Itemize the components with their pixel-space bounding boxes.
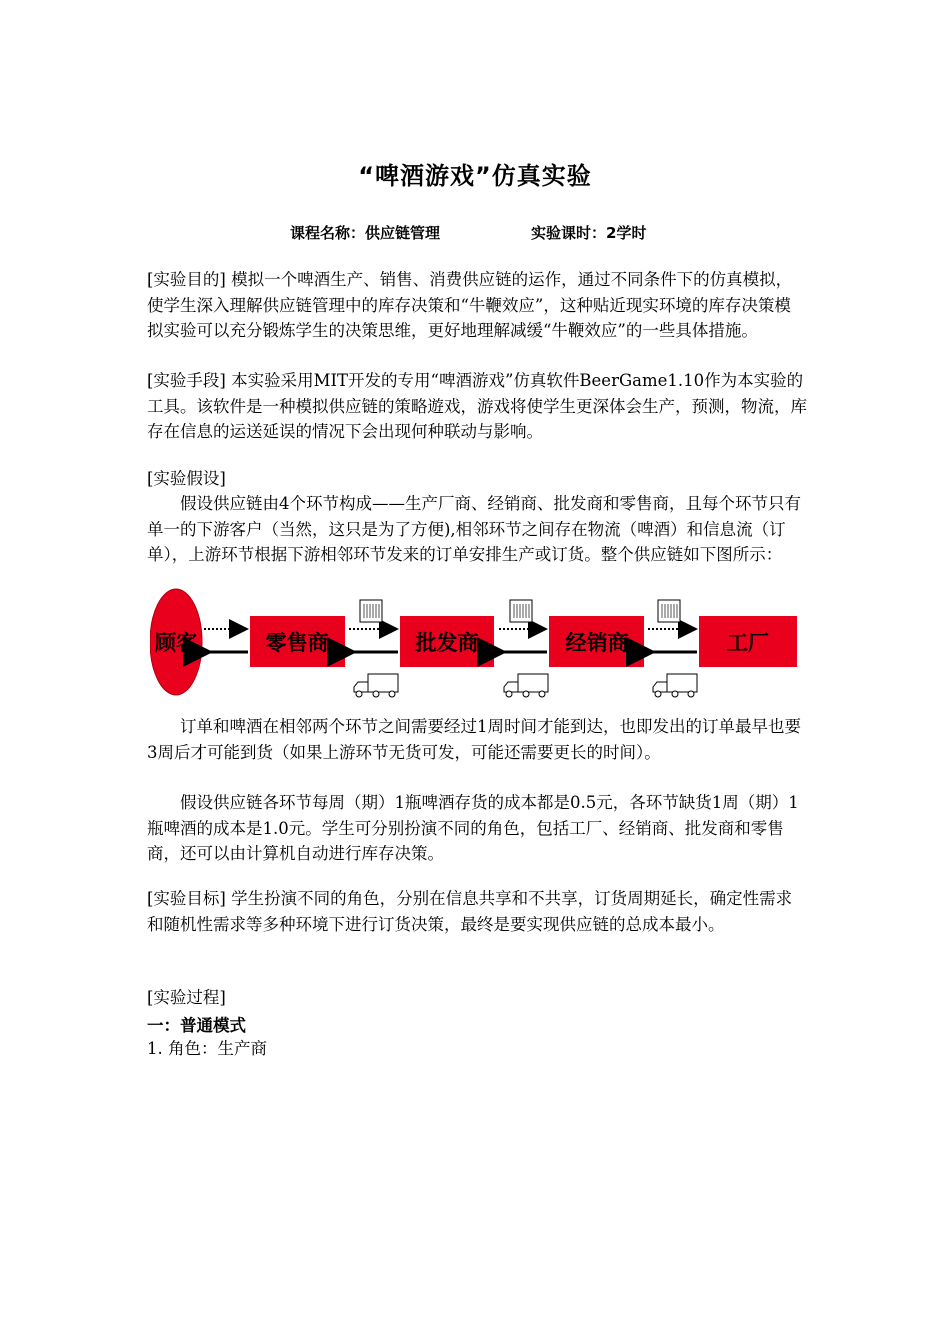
purpose-section bbox=[147, 267, 807, 344]
retailer-label: 零售商 bbox=[265, 631, 329, 655]
goal-text: 学生扮演不同的角色，分别在信息共享和不共享，订货周期延长，确定性需求和随机性需求等多种环境下进行订货决策，最终是要实现供应链的总成本最小。 bbox=[147, 889, 793, 934]
customer-node bbox=[150, 589, 202, 695]
factory-node bbox=[699, 616, 797, 667]
wholesaler-label: 批发商 bbox=[415, 631, 479, 655]
means-text: 本实验采用MIT开发的专用“啤酒游戏”仿真软件BeerGame1.10作为本实验的工具。该软件是一种模拟供应链的策略遊戏，游戏将使学生更深体会生产，预测，物流，库存在信息的运送延误的情况下会出现何种联动与影响。 bbox=[147, 371, 807, 441]
truck-icon bbox=[653, 674, 697, 697]
retailer-node bbox=[250, 616, 345, 667]
assumption-paragraph-1: 假设供应链由4个环节构成——生产厂商、经销商、批发商和零售商，且每个环节只有单一的下游客户（当然，这只是为了方便),相邻环节之间存在物流（啤酒）和信息流（订单），上游环节根据下游相邻环节发来的订单安排生产或订货。整个供应链如下图所示： bbox=[147, 494, 801, 564]
mode-heading: 一：普通模式 bbox=[147, 1016, 246, 1035]
wholesaler-node bbox=[400, 616, 494, 667]
truck-icon bbox=[354, 674, 398, 697]
order-document-icon bbox=[360, 600, 382, 622]
goal-section bbox=[147, 886, 807, 937]
course-name: 课程名称：供应链管理 bbox=[290, 224, 441, 242]
means-label: [实验手段] bbox=[147, 371, 226, 390]
process-item: 1. 角色：生产商 bbox=[147, 1039, 267, 1058]
factory-label: 工厂 bbox=[727, 631, 769, 655]
assumption-paragraph-2: 订单和啤酒在相邻两个环节之间需要经过1周时间才能到达，也即发出的订单最早也要3周后才可能到货（如果上游环节无货可发，可能还需要更长的时间）。 bbox=[147, 717, 801, 762]
truck-icon bbox=[504, 674, 548, 697]
course-hours: 实验课时：2学时 bbox=[531, 224, 647, 242]
order-document-icon bbox=[658, 600, 680, 622]
purpose-label: [实验目的] bbox=[147, 270, 226, 289]
order-document-icon bbox=[510, 600, 532, 622]
customer-label: 顾客 bbox=[155, 631, 197, 655]
goal-label: [实验目标] bbox=[147, 889, 226, 908]
purpose-text: 模拟一个啤酒生产、销售、消费供应链的运作，通过不同条件下的仿真模拟，使学生深入理解供应链管理中的库存决策和“牛鞭效应”，这种贴近现实环境的库存决策模拟实验可以充分锻炼学生的决策思维，更好地理解减缓“牛鞭效应”的一些具体措施。 bbox=[147, 270, 793, 340]
assumption-label: [实验假设] bbox=[147, 469, 226, 488]
means-section bbox=[147, 368, 807, 445]
distributor-node bbox=[549, 616, 644, 667]
process-label: [实验过程] bbox=[147, 988, 226, 1007]
supply-chain-diagram bbox=[150, 588, 800, 703]
page-title: “啤酒游戏”仿真实验 bbox=[358, 162, 592, 190]
assumption-paragraph-3: 假设供应链各环节每周（期）1瓶啤酒存货的成本都是0.5元，各环节缺货1周（期）1瓶啤酒的成本是1.0元。学生可分别扮演不同的角色，包括工厂、经销商、批发商和零售商，还可以由计算机自动进行库存决策。 bbox=[147, 793, 799, 863]
distributor-label: 经销商 bbox=[565, 631, 629, 655]
